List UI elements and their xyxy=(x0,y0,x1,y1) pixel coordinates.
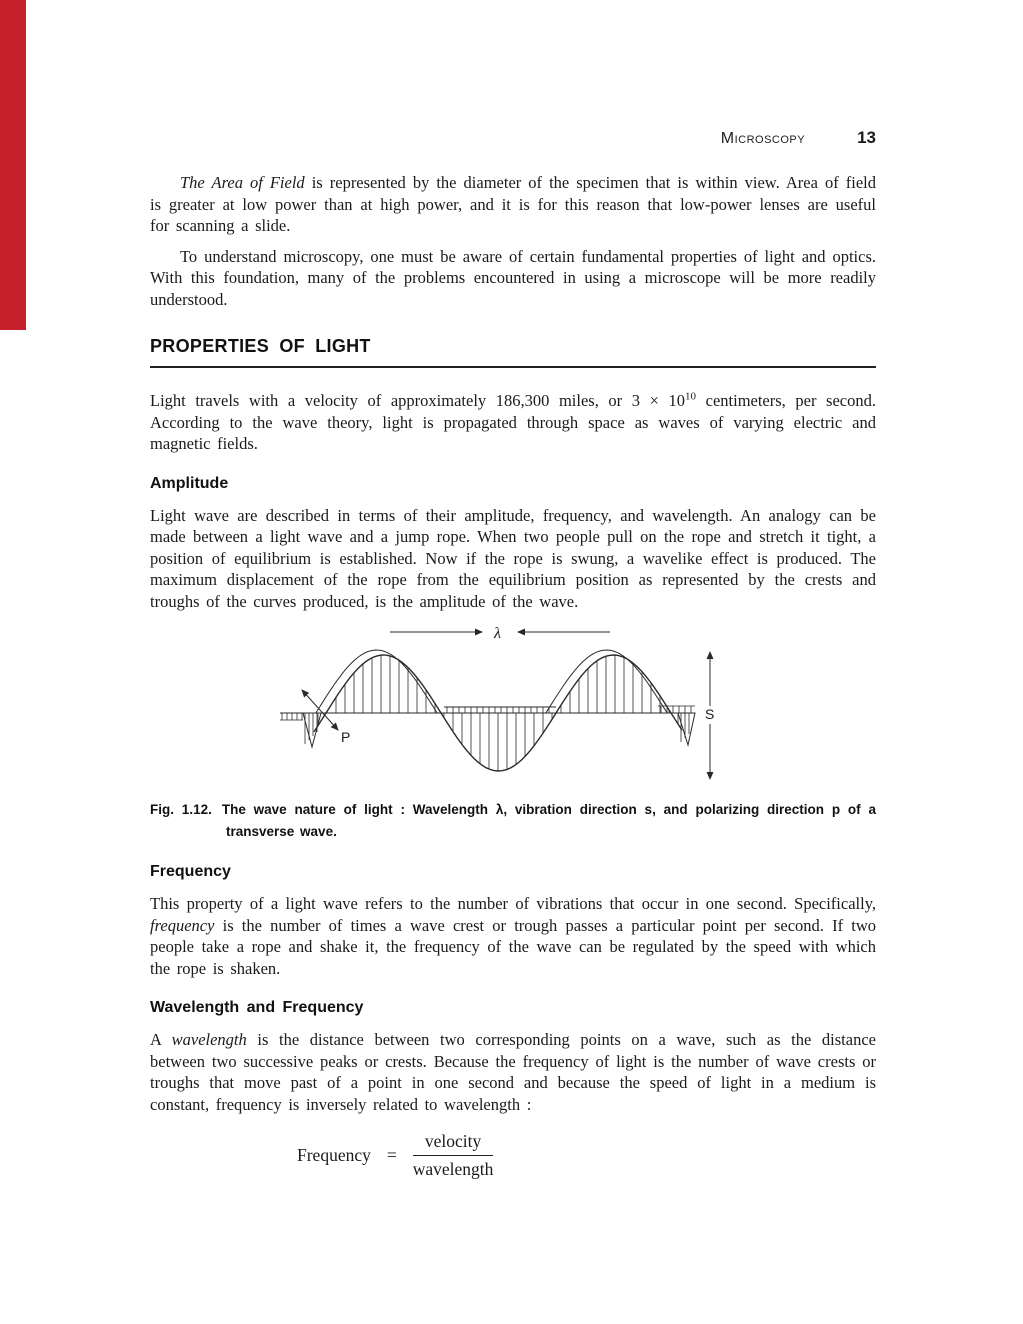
equation-frequency xyxy=(297,1131,876,1180)
equation-fraction xyxy=(413,1131,494,1180)
figure-caption xyxy=(150,799,876,843)
frequency-text-rest: is the number of times a wave crest or trough passes a particular point per second. If two people take a rope and shake it, the frequency of the wave can be regulated by the speed with which the rope is shaken. xyxy=(150,915,876,978)
paragraph-amplitude: Light wave are described in terms of their amplitude, frequency, and wavelength. An analogy can be made between a light wave and a jump rope. When two people pull on the rope and stretch it tight, a position of equilibrium is established. Now if the rope is swung, a wavelike effect is produced. The maximum displacement of the rope from the equilibrium position as represented by the crests and troughs of the curves produced, is the amplitude of the wave. xyxy=(150,505,876,611)
wavelength-text: A xyxy=(150,1030,172,1049)
paragraph-area-of-field xyxy=(150,172,876,237)
red-edge-marker xyxy=(0,0,26,330)
light-velocity-text: Light travels with a velocity of approximately 186,300 miles, or 3 × 10 xyxy=(150,391,686,410)
subheading-frequency: Frequency xyxy=(150,863,231,880)
s-label: S xyxy=(705,706,715,722)
paragraph-frequency xyxy=(150,893,876,979)
light-velocity-text-rest: centimeters, per second. According to the wave theory, light is propagated through space as waves of varying electric and magnetic fields. xyxy=(150,391,876,453)
paragraph-wavelength xyxy=(150,1029,876,1115)
exponent-ten: 10 xyxy=(685,390,697,403)
p-label: P xyxy=(341,729,351,745)
figure-caption-label: Fig. 1.12. xyxy=(150,802,212,817)
frequency-text: This property of a light wave refers to the number of vibrations that occur in one second. Specifically, xyxy=(150,894,876,913)
vibration-direction-arrow xyxy=(705,652,714,779)
running-title: Microscopy xyxy=(720,130,806,147)
paragraph-light-velocity xyxy=(150,390,876,455)
equation-numerator: velocity xyxy=(413,1131,494,1156)
subheading-amplitude: Amplitude xyxy=(150,474,229,492)
subheading-wavelength-and-frequency: Wavelength and Frequency xyxy=(150,999,364,1016)
equation-equals: = xyxy=(386,1145,397,1165)
frequency-italic: frequency xyxy=(150,915,215,935)
figure-caption-text: The wave nature of light : Wavelength λ, vibration direction s, and polarizing direction p of a transverse wave. xyxy=(221,802,876,839)
lambda-label: λ xyxy=(494,625,501,642)
equation-lhs: Frequency xyxy=(297,1145,371,1165)
right-end-tab xyxy=(658,706,695,745)
wavelength-italic: wavelength xyxy=(171,1030,247,1049)
wavelength-text-rest: is the distance between two corresponding points on a wave, such as the distance between two successive peaks or crests. Because the frequency of light is the number of wave crests or troughs that move past of a point in one second and because the speed of light in a medium is constant, frequency is inversely related to wavelength : xyxy=(150,1030,876,1114)
page-header xyxy=(150,128,876,148)
transverse-wave-illustration xyxy=(278,621,752,789)
paragraph-area-of-field-text: is represented by the diameter of the specimen that is within view. Area of field is greater at low power than at high power, and it is for this reason that low-power lenses are useful for scanning a slide. xyxy=(150,173,876,235)
page-number: 13 xyxy=(857,128,876,147)
paragraph-understand-microscopy: To understand microscopy, one must be aware of certain fundamental properties of light and optics. With this foundation, many of the problems encountered in using a microscope will be more readily understood. xyxy=(150,246,876,309)
equation-denominator: wavelength xyxy=(412,1159,494,1179)
page-content xyxy=(150,128,876,1180)
area-of-field-italic: The Area of Field xyxy=(180,173,305,192)
wave-back-edge xyxy=(307,650,675,766)
figure-wave-diagram xyxy=(278,621,752,789)
wavelength-arrows xyxy=(390,625,610,642)
section-heading-properties-of-light: PROPERTIES OF LIGHT xyxy=(150,336,876,368)
